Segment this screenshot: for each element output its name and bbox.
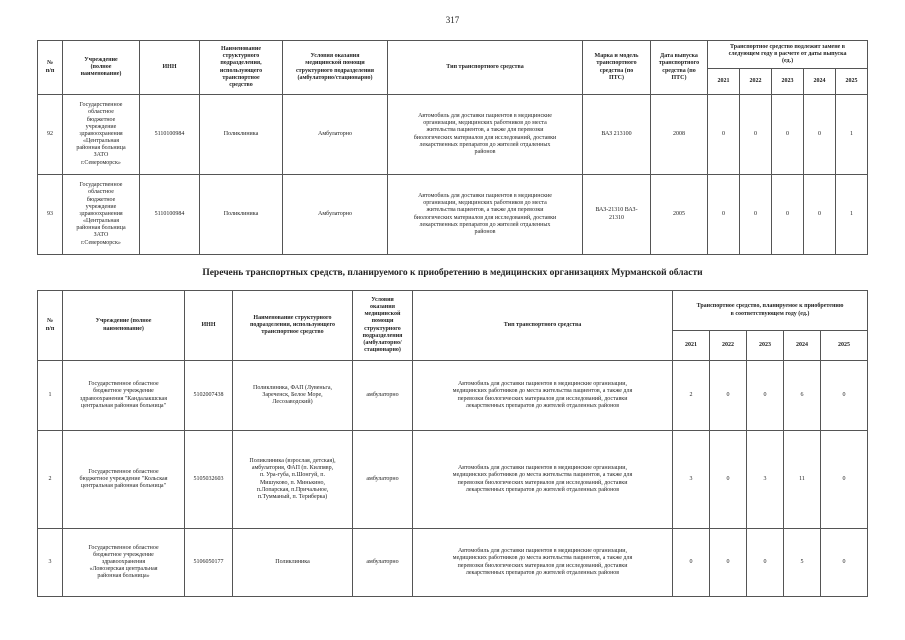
header-year: 2025 <box>836 69 868 95</box>
cell-year-value: 0 <box>804 95 836 175</box>
header-conditions: Условия оказания медицинской помощи структурного подразделения (амбулаторно/стационарно) <box>283 41 388 95</box>
cell-year-value: 0 <box>747 361 784 431</box>
header-unit: Наименование структурного подразделения, использующего транспортное средство <box>200 41 283 95</box>
cell-inn: 5110100984 <box>140 95 200 175</box>
cell-num: 92 <box>38 95 63 175</box>
cell-year-value: 0 <box>804 175 836 255</box>
header-replacement: Транспортное средство подлежит замене в следующем году в расчете от даты выпуска (ед.) <box>708 41 868 69</box>
cell-institution: Государственное областное бюджетное учреждение "Кольская центральная районная больница" <box>63 431 185 529</box>
header-year: 2022 <box>740 69 772 95</box>
cell-vehicle-type: Автомобиль для доставки пациентов в медицинские организации, медицинских работников до места жительства пациентов, а также для перевозки биологических материалов для исследований, доставки лекарственных препаратов до жителей отдаленных районов <box>413 529 673 597</box>
header-conditions: Условия оказания медицинской помощи структурного подразделения (амбулаторно/ стационарно) <box>353 291 413 361</box>
header-num: № п/п <box>38 41 63 95</box>
header-year: 2024 <box>804 69 836 95</box>
header-vehicle-type: Тип транспортного средства <box>388 41 583 95</box>
cell-conditions: Амбулаторно <box>283 175 388 255</box>
cell-conditions: амбулаторно <box>353 361 413 431</box>
cell-institution: Государственное областное бюджетное учреждение здравоохранения «Центральная районная больница ЗАТО г.Североморск» <box>63 95 140 175</box>
cell-release-date: 2005 <box>651 175 708 255</box>
cell-vehicle-type: Автомобиль для доставки пациентов в медицинские организации, медицинских работников до места жительства пациентов, а также для перевозки биологических материалов для исследований, доставки лекарственных препаратов до жителей отдаленных районов <box>413 361 673 431</box>
header-institution: Учреждение (полное наименование) <box>63 41 140 95</box>
cell-inn: 5102007438 <box>185 361 233 431</box>
cell-unit: Поликлиника <box>200 95 283 175</box>
cell-num: 93 <box>38 175 63 255</box>
header-inn: ИНН <box>140 41 200 95</box>
cell-year-value: 1 <box>836 95 868 175</box>
header-num: № п/п <box>38 291 63 361</box>
cell-conditions: Амбулаторно <box>283 95 388 175</box>
cell-year-value: 11 <box>784 431 821 529</box>
table-row <box>38 175 868 255</box>
cell-year-value: 0 <box>772 175 804 255</box>
cell-year-value: 0 <box>821 361 868 431</box>
cell-year-value: 0 <box>772 95 804 175</box>
cell-year-value: 0 <box>821 431 868 529</box>
cell-year-value: 0 <box>708 95 740 175</box>
vehicle-replacement-table <box>37 40 868 255</box>
cell-year-value: 0 <box>708 175 740 255</box>
cell-year-value: 0 <box>821 529 868 597</box>
cell-num: 1 <box>38 361 63 431</box>
header-year: 2021 <box>673 331 710 361</box>
cell-unit: Поликлиника (взрослая, детская), амбулатория, ФАП (п. Килпявр, п. Ура-губа, п.Шонгуй, п. Мишуково, п. Минькино, п.Лопарская, п.Причальное, п.Тумманый, п. Териберка) <box>233 431 353 529</box>
cell-year-value: 0 <box>710 529 747 597</box>
cell-year-value: 0 <box>740 175 772 255</box>
cell-year-value: 0 <box>740 95 772 175</box>
cell-year-value: 0 <box>673 529 710 597</box>
cell-brand-model: ВАЗ 213100 <box>583 95 651 175</box>
page-number: 317 <box>445 15 460 25</box>
table-row <box>38 361 868 431</box>
cell-unit: Поликлиника <box>233 529 353 597</box>
header-release-date: Дата выпуска транспортного средства (по ПТС) <box>651 41 708 95</box>
cell-year-value: 0 <box>747 529 784 597</box>
header-year: 2022 <box>710 331 747 361</box>
cell-year-value: 5 <box>784 529 821 597</box>
cell-year-value: 0 <box>710 361 747 431</box>
vehicle-purchase-table <box>37 290 868 597</box>
table-row <box>38 431 868 529</box>
cell-year-value: 1 <box>836 175 868 255</box>
cell-vehicle-type: Автомобиль для доставки пациентов в медицинские организации, медицинских работников до места жительства пациентов, а также для перевозки биологических материалов для исследований, доставки лекарственных препаратов до жителей отдаленных районов <box>388 95 583 175</box>
header-planned-purchase: Транспортное средство, планируемое к приобретению в соответствующем году (ед.) <box>673 291 868 331</box>
header-year: 2024 <box>784 331 821 361</box>
cell-institution: Государственное областное бюджетное учреждение здравоохранения "Кандалакшская центральная районная больница" <box>63 361 185 431</box>
header-year: 2023 <box>772 69 804 95</box>
header-unit: Наименование структурного подразделения, использующего транспортное средство <box>233 291 353 361</box>
table-row <box>38 95 868 175</box>
cell-year-value: 6 <box>784 361 821 431</box>
cell-institution: Государственное областное бюджетное учреждение здравоохранения «Центральная районная больница ЗАТО г.Североморск» <box>63 175 140 255</box>
cell-inn: 5110100984 <box>140 175 200 255</box>
cell-inn: 5105032603 <box>185 431 233 529</box>
header-year: 2025 <box>821 331 868 361</box>
header-year: 2023 <box>747 331 784 361</box>
header-brand-model: Марка и модель транспортного средства (по ПТС) <box>583 41 651 95</box>
cell-conditions: амбулаторно <box>353 529 413 597</box>
cell-year-value: 2 <box>673 361 710 431</box>
cell-year-value: 3 <box>747 431 784 529</box>
cell-num: 3 <box>38 529 63 597</box>
cell-unit: Поликлиника, ФАП (Лувеньга, Зареченск, Белое Море, Лесозаводский) <box>233 361 353 431</box>
cell-year-value: 3 <box>673 431 710 529</box>
cell-institution: Государственное областное бюджетное учреждение здравоохранения «Ловозерская центральная районная больница» <box>63 529 185 597</box>
cell-unit: Поликлиника <box>200 175 283 255</box>
cell-conditions: амбулаторно <box>353 431 413 529</box>
cell-vehicle-type: Автомобиль для доставки пациентов в медицинские организации, медицинских работников до места жительства пациентов, а также для перевозки биологических материалов для исследований, доставки лекарственных препаратов до жителей отдаленных районов <box>388 175 583 255</box>
table-row <box>38 529 868 597</box>
section-title: Перечень транспортных средств, планируемого к приобретению в медицинских организациях Мурманской области <box>202 268 703 278</box>
cell-release-date: 2008 <box>651 95 708 175</box>
header-year: 2021 <box>708 69 740 95</box>
cell-num: 2 <box>38 431 63 529</box>
cell-brand-model: ВАЗ-21310 ВАЗ- 21310 <box>583 175 651 255</box>
header-institution: Учреждение (полное наименование) <box>63 291 185 361</box>
cell-inn: 5106050177 <box>185 529 233 597</box>
cell-year-value: 0 <box>710 431 747 529</box>
header-inn: ИНН <box>185 291 233 361</box>
header-vehicle-type: Тип транспортного средства <box>413 291 673 361</box>
cell-vehicle-type: Автомобиль для доставки пациентов в медицинские организации, медицинских работников до места жительства пациентов, а также для перевозки биологических материалов для исследований, доставки лекарственных препаратов до жителей отдаленных районов <box>413 431 673 529</box>
